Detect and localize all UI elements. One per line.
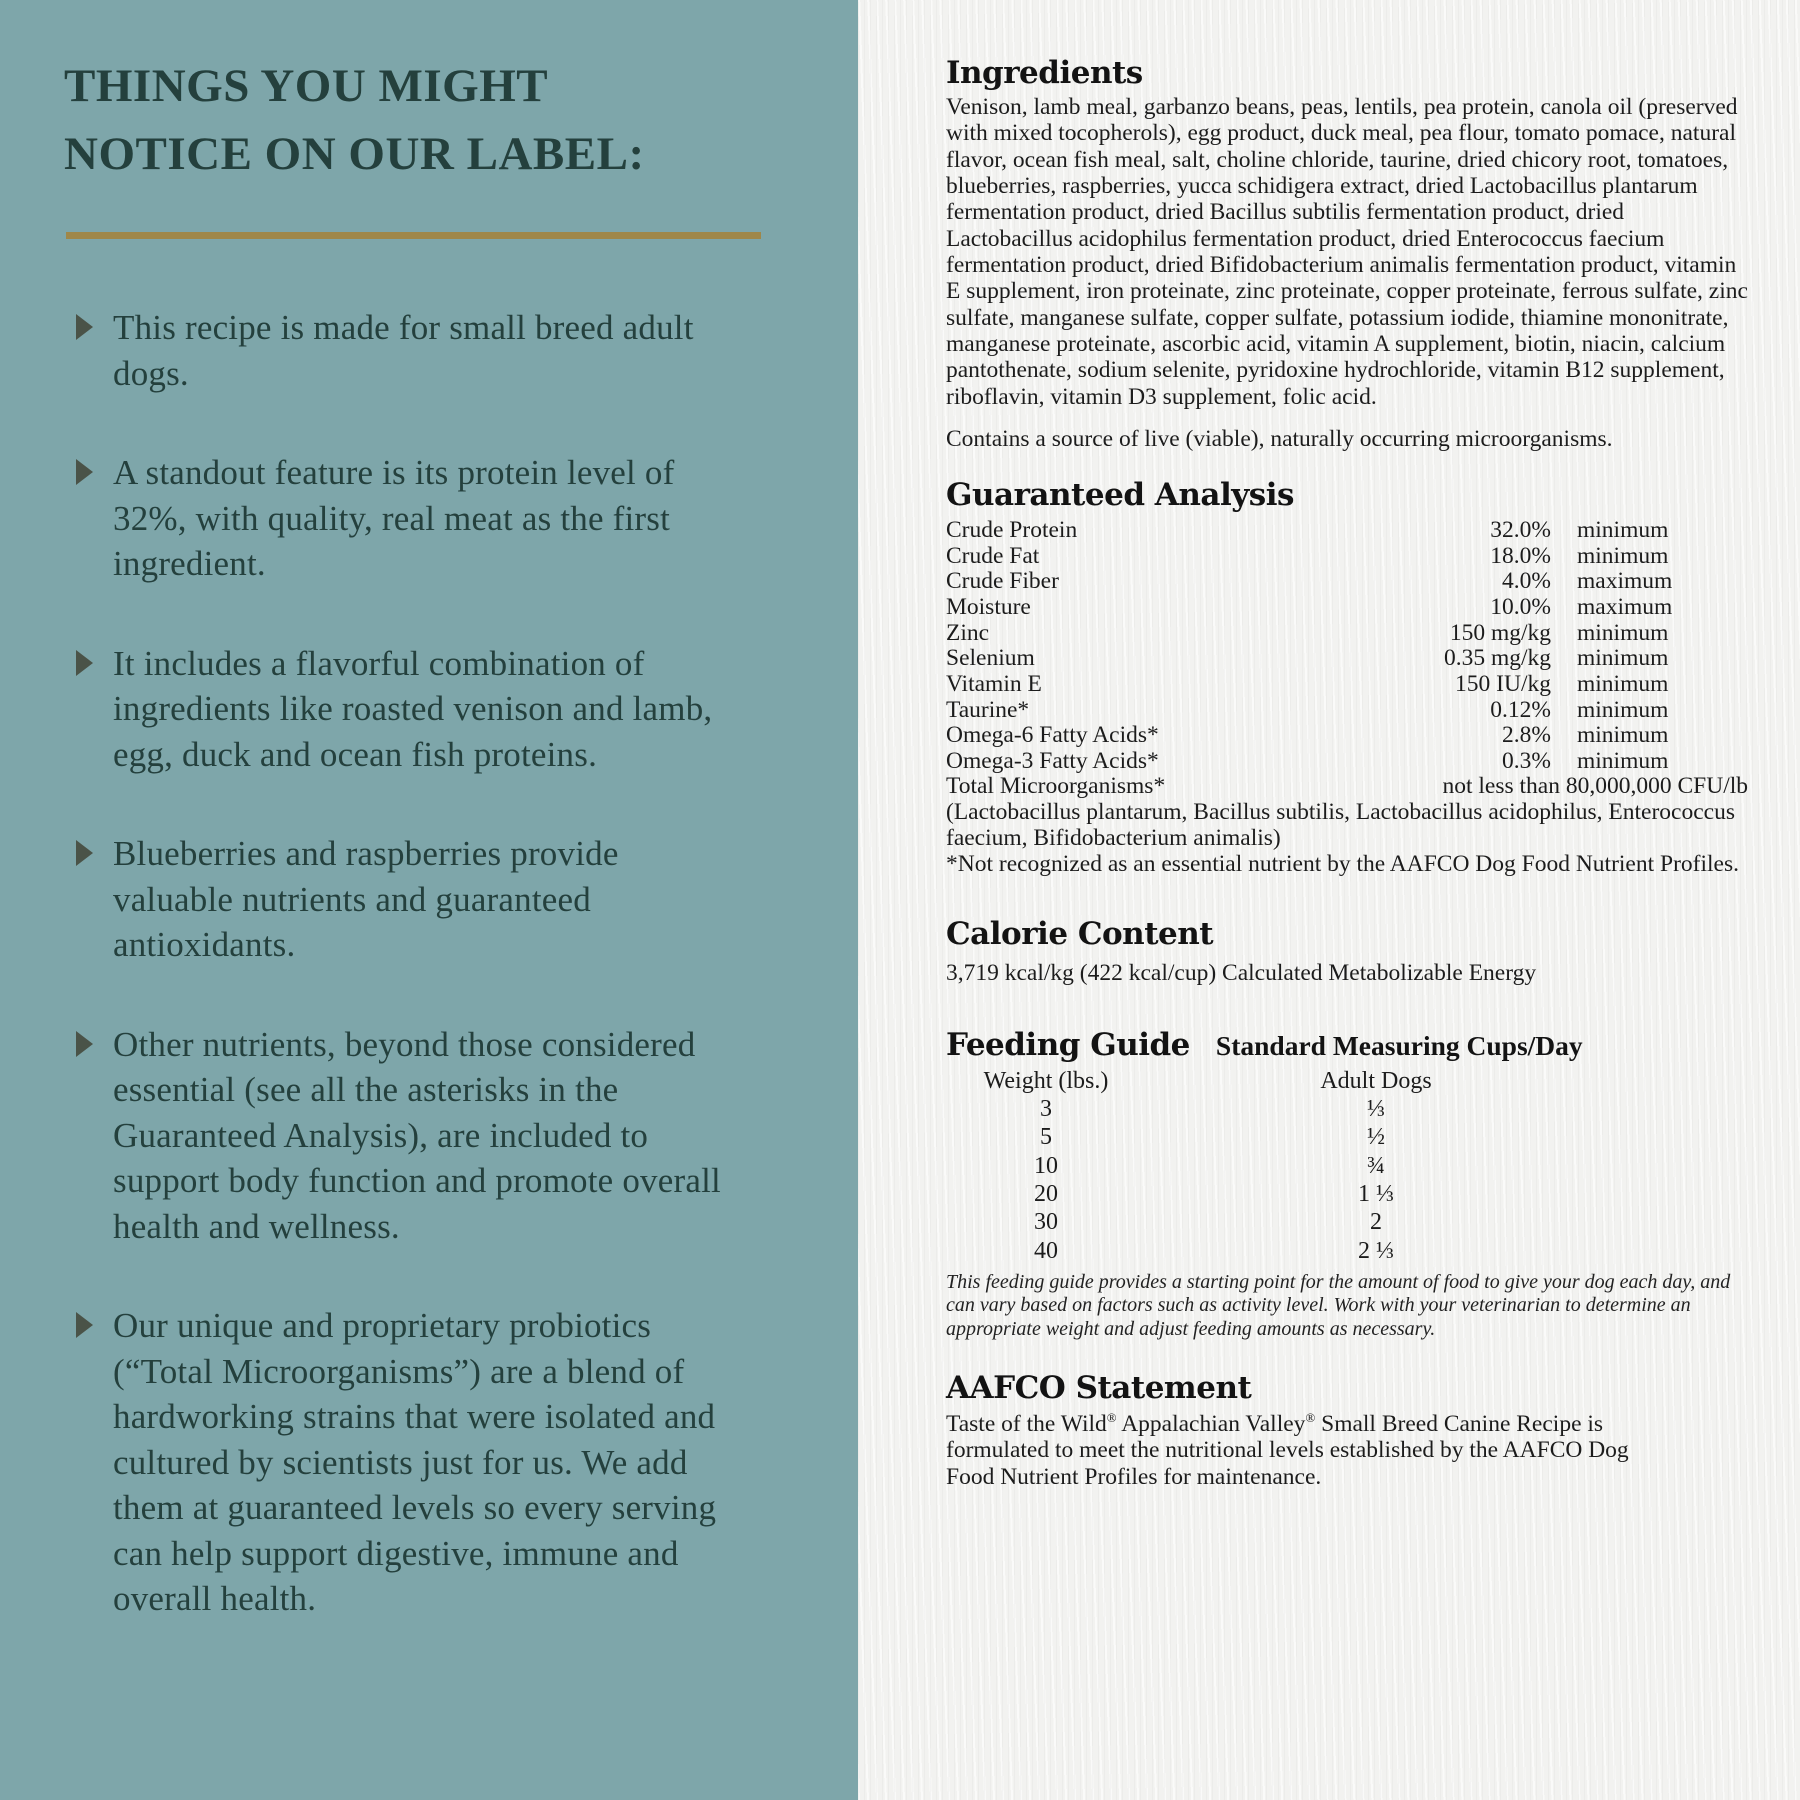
ga-qualifier: minimum [1577,722,1669,749]
triangle-bullet-icon [76,314,93,340]
ga-label: Vitamin E [946,670,1042,697]
guaranteed-analysis-row [946,544,1748,570]
marketing-panel [0,0,858,1800]
total-microorganisms-value: not less than 80,000,000 CFU/lb [1442,773,1748,800]
bullet-text: It includes a flavorful combination of ingredients like roasted venison and lamb, egg, duck and ocean fish proteins. [113,643,713,774]
ga-label: Crude Fat [946,542,1040,569]
cups-value: 2 [1370,1209,1382,1236]
bullet-text: A standout feature is its protein level of 32%, with quality, real meat as the first ingredient. [113,453,675,584]
ga-qualifier: maximum [1577,568,1673,595]
aafco-statement-text: Small Breed Canine Recipe is formulated to meet the nutritional levels established by the AAFCO Dog Food Nutrient Profiles for maintenance. [946,1411,1629,1490]
ga-qualifier: minimum [1577,542,1669,569]
weight-value: 10 [1034,1152,1058,1179]
ga-label: Moisture [946,594,1031,621]
aafco-heading: AAFCO Statement [946,1370,1252,1407]
aafco-statement-text: Taste of the Wild [946,1411,1107,1438]
ga-label: Zinc [946,619,990,646]
feeding-guide-table [946,1095,1748,1265]
total-microorganisms-label: Total Microorganisms* [946,773,1166,800]
panel-title-line2: NOTICE ON OUR LABEL: [64,128,645,181]
regulatory-panel [858,0,1800,1800]
guaranteed-analysis-row [946,672,1748,698]
ga-label: Taurine* [946,696,1030,723]
species-note: (Lactobacillus plantarum, Bacillus subtilis, Lactobacillus acidophilus, Enterococcus faecium, Bifidobacterium animalis) [946,798,1735,851]
bullet-text: Blueberries and raspberries provide valuable nutrients and guaranteed antioxidants. [113,834,619,965]
bullet-item [64,1022,788,1250]
aafco-section [946,1371,1748,1490]
ga-label: Selenium [946,645,1035,672]
feeding-guide-row [946,1208,1748,1236]
cups-value: ½ [1367,1124,1385,1151]
registered-trademark-symbol: ® [1106,1410,1117,1426]
feeding-guide-note: This feeding guide provides a starting point for the amount of food to give your dog each day, and can vary based on factors such as activity level. Work with your veterinarian to determine an appropriate weight and adjust feeding amounts as necessary. [946,1270,1731,1340]
calorie-content-section [946,917,1748,985]
bullet-text: Our unique and proprietary probiotics (“Total Microorganisms”) are a blend of hardworking strains that were isolated and cultured by scientists just for us. We add them at guaranteed levels so every serving can help support digestive, immune and overall health. [113,1306,717,1619]
bullet-item [64,1303,788,1622]
cups-value: 2 ⅓ [1358,1237,1394,1264]
ga-value: 150 IU/kg [1455,670,1551,697]
ga-value: 4.0% [1502,568,1551,595]
feeding-guide-row [946,1237,1748,1265]
weight-column-header: Weight (lbs.) [983,1067,1109,1094]
bullet-item [64,450,788,587]
feeding-guide-row [946,1152,1748,1180]
calorie-content-heading: Calorie Content [946,916,1214,953]
panel-title [64,52,798,188]
panel-title-line1: THINGS YOU MIGHT [64,60,549,112]
aafco-statement-text: Appalachian Valley [1116,1411,1306,1438]
registered-trademark-symbol: ® [1305,1410,1316,1426]
ga-qualifier: minimum [1577,517,1669,544]
bullet-item [64,831,788,968]
weight-value: 40 [1034,1237,1058,1264]
ga-value: 0.35 mg/kg [1443,645,1551,672]
cups-value: ⅓ [1367,1095,1385,1122]
asterisk-note: *Not recognized as an essential nutrient by the AAFCO Dog Food Nutrient Profiles. [946,850,1739,877]
ingredients-body: Venison, lamb meal, garbanzo beans, peas, lentils, pea protein, canola oil (preserved with mixed tocopherols), egg product, duck meal, pea flour, tomato pomace, natural flavor, ocean fish meal, salt, choline chloride, taurine, dried chicory root, tomatoes, blueberries, raspberries, yucca schidigera extract, dried Lactobacillus plantarum fermentation product, dried Bacillus subtilis fermentation product, dried Lactobacillus acidophilus fermentation product, dried Enterococcus faecium fermentation product, dried Bifidobacterium animalis fermentation product, vitamin E supplement, iron proteinate, zinc proteinate, copper proteinate, ferrous sulfate, zinc sulfate, manganese sulfate, copper sulfate, potassium iodide, thiamine mononitrate, manganese proteinate, ascorbic acid, vitamin A supplement, biotin, niacin, calcium pantothenate, sodium selenite, pyridoxine hydrochloride, vitamin B12 supplement, riboflavin, vitamin D3 supplement, folic acid. [946,94,1748,410]
ga-value: 10.0% [1490,594,1551,621]
feeding-guide-row [946,1095,1748,1123]
ga-value: 32.0% [1490,517,1551,544]
guaranteed-analysis-row [946,518,1748,544]
feeding-guide-header [946,1028,1748,1062]
bullet-list [64,305,798,1622]
ingredients-heading: Ingredients [946,55,1143,91]
triangle-bullet-icon [76,650,93,676]
gold-divider [66,232,761,239]
ga-label: Omega-3 Fatty Acids* [946,747,1159,774]
ga-qualifier: maximum [1577,594,1673,621]
guaranteed-analysis-row [946,621,1748,647]
ingredients-section [946,56,1748,452]
cups-value: 1 ⅓ [1358,1180,1394,1207]
ga-label: Crude Fiber [946,568,1059,595]
guaranteed-analysis-row [946,569,1748,595]
ga-qualifier: minimum [1577,747,1669,774]
ga-label: Omega-6 Fatty Acids* [946,722,1159,749]
ga-value: 0.12% [1490,696,1551,723]
weight-value: 3 [1040,1095,1052,1122]
guaranteed-analysis-row [946,749,1748,775]
ga-value: 18.0% [1490,542,1551,569]
guaranteed-analysis-row [946,698,1748,724]
guaranteed-analysis-section [946,478,1748,877]
feeding-guide-section [946,1028,1748,1341]
weight-value: 20 [1034,1180,1058,1207]
ga-value: 2.8% [1502,722,1551,749]
ga-qualifier: minimum [1577,645,1669,672]
bullet-text: This recipe is made for small breed adult dogs. [113,308,694,393]
weight-value: 5 [1040,1124,1052,1151]
ga-qualifier: minimum [1577,696,1669,723]
guaranteed-analysis-row [946,595,1748,621]
total-microorganisms-row [946,774,1748,800]
guaranteed-analysis-row [946,723,1748,749]
calorie-content-text: 3,719 kcal/kg (422 kcal/cup) Calculated Metabolizable Energy [946,959,1537,986]
guaranteed-analysis-row [946,646,1748,672]
feeding-guide-row [946,1180,1748,1208]
weight-value: 30 [1034,1209,1058,1236]
ga-value: 150 mg/kg [1449,619,1551,646]
bullet-item [64,641,788,778]
triangle-bullet-icon [76,840,93,866]
guaranteed-analysis-heading: Guaranteed Analysis [946,477,1294,514]
feeding-guide-column-headers [946,1068,1748,1095]
ga-qualifier: minimum [1577,619,1669,646]
contains-note: Contains a source of live (viable), naturally occurring microorganisms. [946,425,1613,452]
feeding-guide-subtitle: Standard Measuring Cups/Day [1215,1029,1583,1061]
ga-qualifier: minimum [1577,670,1669,697]
triangle-bullet-icon [76,459,93,485]
feeding-guide-row [946,1123,1748,1151]
cups-value: ¾ [1367,1152,1385,1179]
bullet-item [64,305,788,396]
bullet-text: Other nutrients, beyond those considered essential (see all the asterisks in the Guaranteed Analysis), are included to support body function and promote overall health and wellness. [113,1024,721,1246]
triangle-bullet-icon [76,1312,93,1338]
ga-label: Crude Protein [946,517,1078,544]
guaranteed-analysis-table [946,518,1748,774]
aafco-statement [946,1411,1661,1490]
ga-value: 0.3% [1502,747,1551,774]
cups-column-header: Adult Dogs [1320,1067,1432,1094]
feeding-guide-heading: Feeding Guide [946,1026,1190,1063]
triangle-bullet-icon [76,1031,93,1057]
